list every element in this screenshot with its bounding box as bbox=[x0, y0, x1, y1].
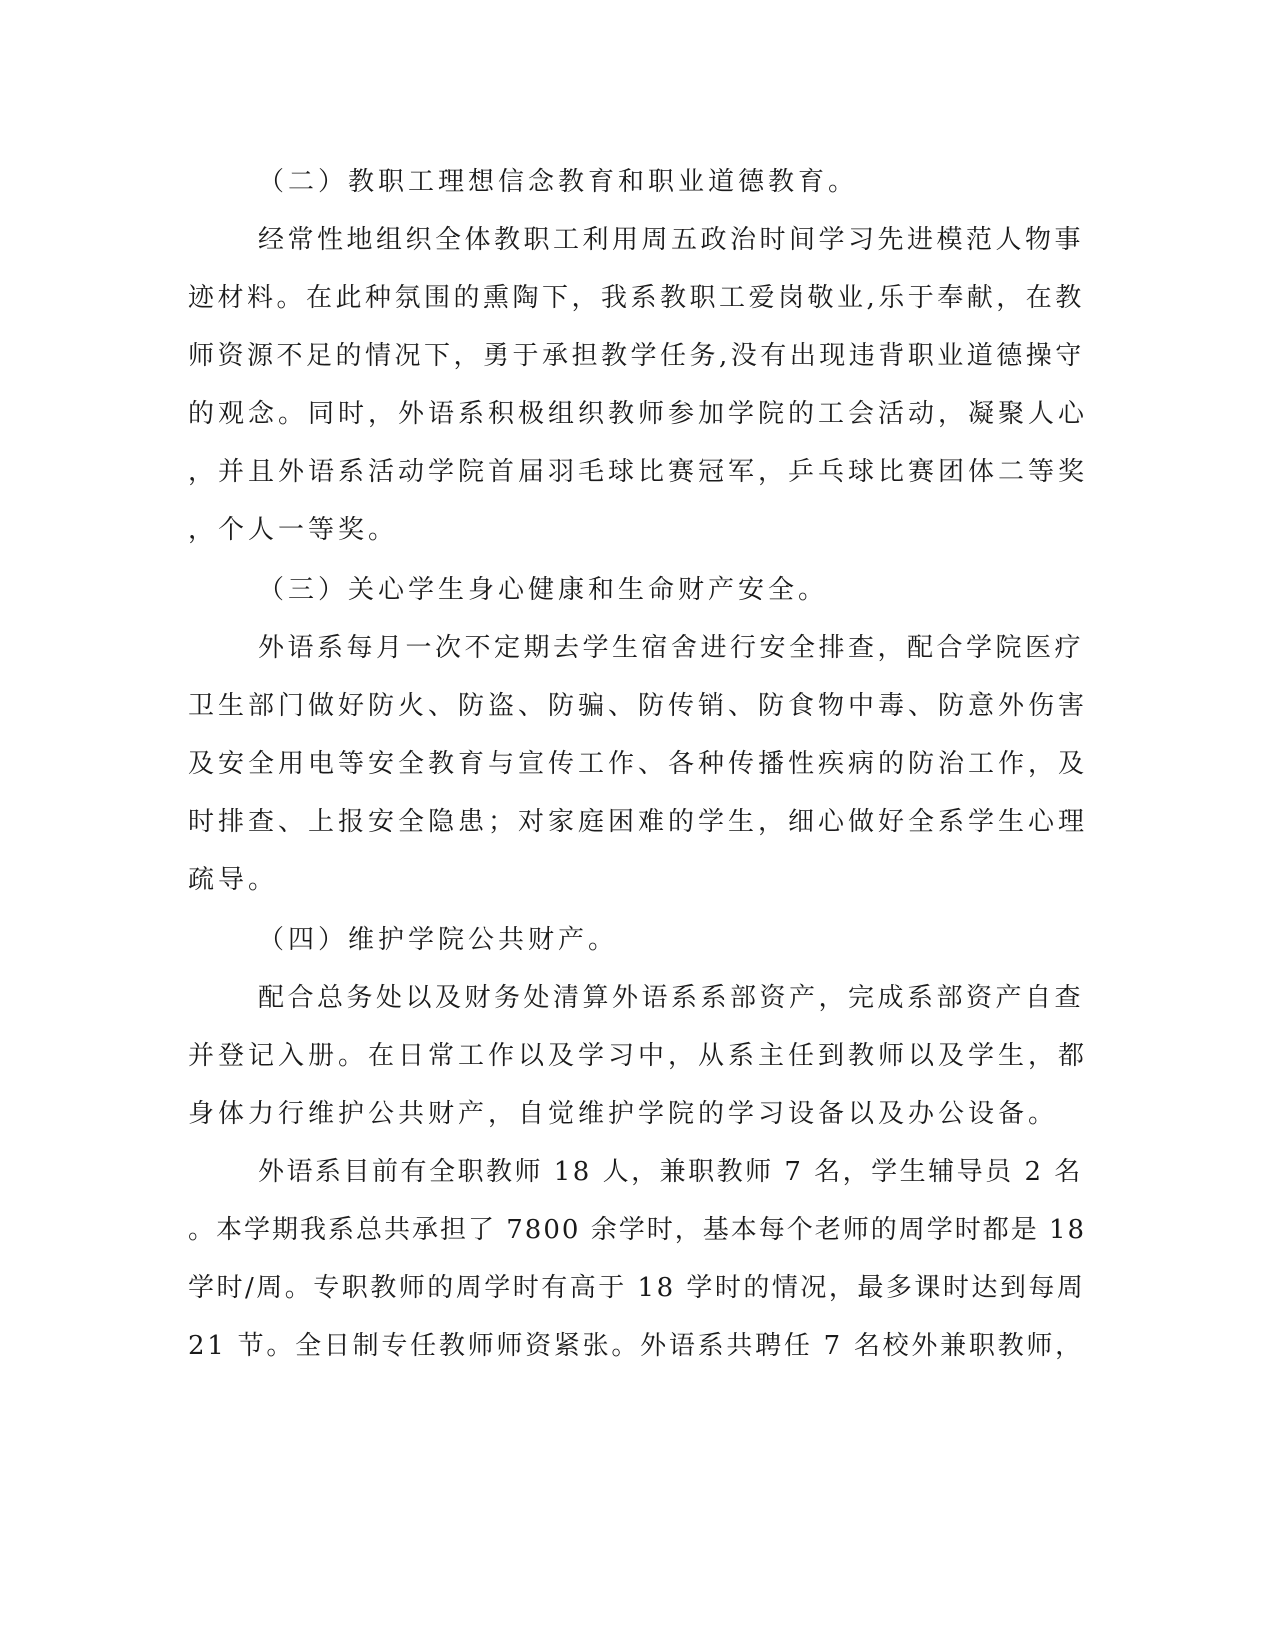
section-heading: （三）关心学生身心健康和生命财产安全。 bbox=[258, 575, 829, 605]
paragraph-line: 。本学期我系总共承担了 7800 余学时，基本每个老师的周学时都是 18 bbox=[188, 1215, 1087, 1245]
paragraph-line: 及安全用电等安全教育与宣传工作、各种传播性疾病的防治工作，及 bbox=[188, 749, 1089, 779]
paragraph-line: 外语系每月一次不定期去学生宿舍进行安全排查，配合学院医疗 bbox=[258, 633, 1085, 663]
paragraph-line: 21 节。全日制专任教师师资紧张。外语系共聘任 7 名校外兼职教师， bbox=[188, 1331, 1084, 1361]
paragraph-line: 的观念。同时，外语系积极组织教师参加学院的工会活动，凝聚人心 bbox=[188, 399, 1089, 429]
paragraph-line: 经常性地组织全体教职工利用周五政治时间学习先进模范人物事 bbox=[258, 225, 1085, 255]
paragraph-line: 时排查、上报安全隐患；对家庭困难的学生，细心做好全系学生心理 bbox=[188, 807, 1089, 837]
paragraph-line: 卫生部门做好防火、防盗、防骗、防传销、防食物中毒、防意外伤害 bbox=[188, 691, 1089, 721]
paragraph-line: ，个人一等奖。 bbox=[188, 515, 399, 545]
paragraph-line: ，并且外语系活动学院首届羽毛球比赛冠军，乒乓球比赛团体二等奖 bbox=[188, 457, 1089, 487]
paragraph-line: 并登记入册。在日常工作以及学习中，从系主任到教师以及学生，都 bbox=[188, 1041, 1089, 1071]
paragraph-line: 身体力行维护公共财产，自觉维护学院的学习设备以及办公设备。 bbox=[188, 1099, 1059, 1129]
paragraph-line: 配合总务处以及财务处清算外语系系部资产，完成系部资产自查 bbox=[258, 983, 1085, 1013]
paragraph-line: 外语系目前有全职教师 18 人，兼职教师 7 名，学生辅导员 2 名 bbox=[258, 1157, 1083, 1187]
paragraph-line: 学时/周。专职教师的周学时有高于 18 学时的情况，最多课时达到每周 bbox=[188, 1273, 1086, 1303]
section-heading: （二）教职工理想信念教育和职业道德教育。 bbox=[258, 167, 859, 197]
paragraph-line: 师资源不足的情况下，勇于承担教学任务,没有出现违背职业道德操守 bbox=[188, 341, 1085, 371]
paragraph-line: 疏导。 bbox=[188, 865, 279, 895]
paragraph-line: 迹材料。在此种氛围的熏陶下，我系教职工爱岗敬业,乐于奉献，在教 bbox=[188, 283, 1085, 313]
section-heading: （四）维护学院公共财产。 bbox=[258, 925, 619, 955]
